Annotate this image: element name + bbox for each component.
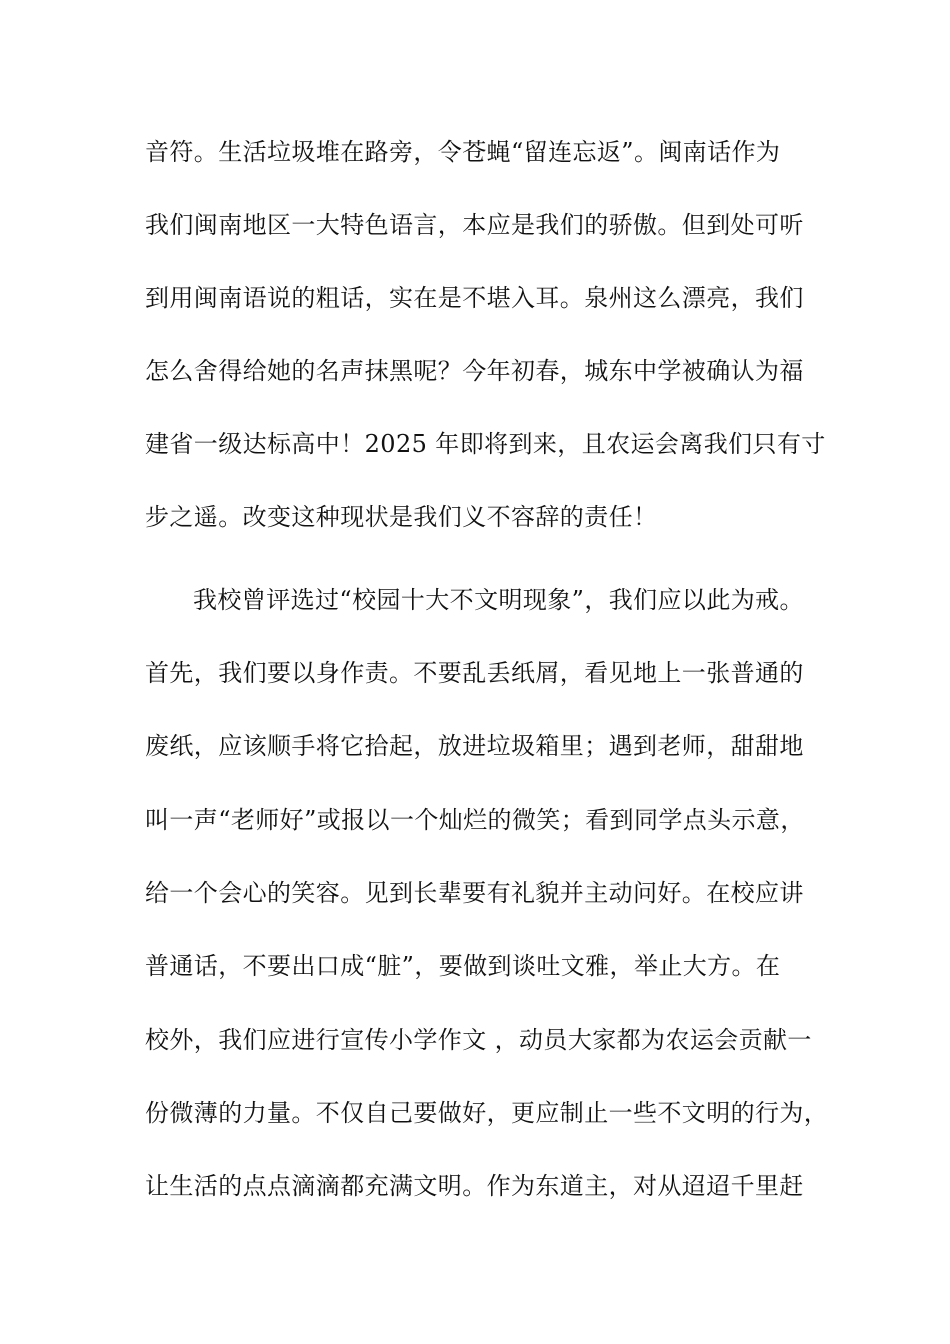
text-line: 怎么舍得给她的名声抹黑呢？今年初春，城东中学被确认为福 [145,357,804,385]
text-line: 音符。生活垃圾堆在路旁，令苍蝇“留连忘返”。闽南话作为 [145,138,781,166]
paragraph-first-line: 我校曾评选过“校园十大不文明现象”，我们应以此为戒。 [193,586,804,614]
text-line: 步之遥。改变这种现状是我们义不容辞的责任！ [145,503,658,531]
text-line: 首先，我们要以身作责。不要乱丢纸屑，看见地上一张普通的 [145,659,804,687]
text-line: 建省一级达标高中！2025 年即将到来，且农运会离我们只有寸 [145,430,826,458]
text-line: 叫一声“老师好”或报以一个灿烂的微笑；看到同学点头示意， [145,806,805,834]
text-line: 我们闽南地区一大特色语言，本应是我们的骄傲。但到处可听 [145,211,804,239]
text-line: 份微薄的力量。不仅自己要做好，更应制止一些不文明的行为， [145,1099,829,1127]
text-line: 到用闽南语说的粗话，实在是不堪入耳。泉州这么漂亮，我们 [145,284,804,312]
text-line: 给一个会心的笑容。见到长辈要有礼貌并主动问好。在校应讲 [145,879,804,907]
text-line: 普通话，不要出口成“脏”，要做到谈吐文雅，举止大方。在 [145,952,781,980]
text-line: 校外，我们应进行宣传小学作文 ，动员大家都为农运会贡献一 [145,1026,812,1054]
text-line: 废纸，应该顺手将它拾起，放进垃圾箱里；遇到老师，甜甜地 [145,732,804,760]
text-line: 让生活的点点滴滴都充满文明。作为东道主，对从迢迢千里赶 [145,1172,804,1200]
